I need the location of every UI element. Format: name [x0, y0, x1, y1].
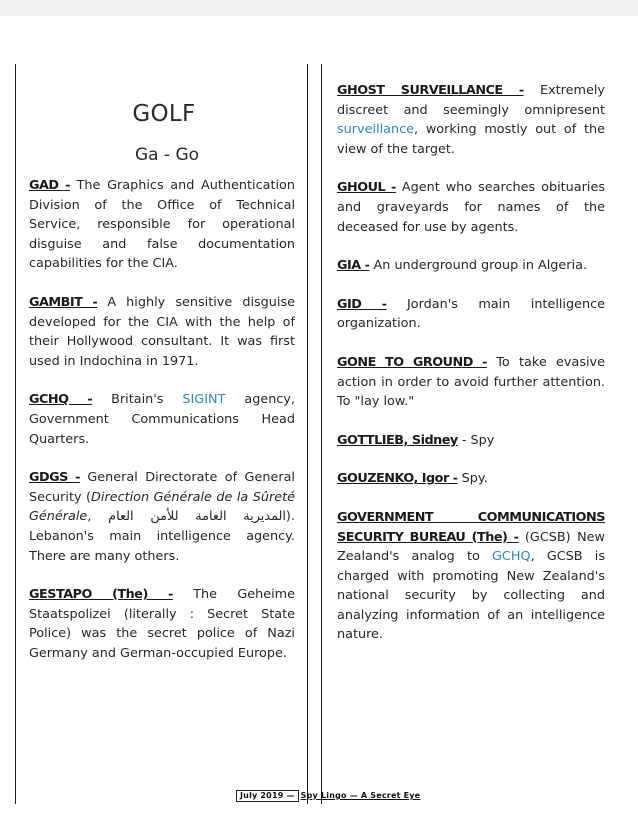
entry-term: GCHQ - — [29, 392, 93, 408]
entry-gchq — [29, 390, 295, 449]
entry-term: GIA - — [337, 258, 370, 274]
entry-term: GESTAPO (The) - — [29, 587, 173, 603]
entry-term: GAMBIT - — [29, 294, 98, 310]
entry-text: Jordan's main intelligence organization. — [337, 296, 605, 332]
section-heading: GOLF — [132, 101, 196, 127]
page-footer — [236, 790, 420, 802]
entry-ghost-surveillance — [337, 81, 605, 159]
gchq-link[interactable]: GCHQ — [492, 549, 531, 565]
left-column — [15, 64, 308, 804]
entry-term: GHOUL - — [337, 180, 396, 196]
entry-gone-to-ground — [337, 353, 605, 412]
entry-text: An underground group in Algeria. — [369, 258, 588, 274]
footer-title: Spy Lingo — A Secret Eye — [300, 791, 421, 800]
entry-gdgs — [29, 468, 295, 566]
page-top-band — [0, 0, 638, 16]
entry-gia — [337, 256, 605, 276]
entry-text: The Graphics and Authentication Division of the Office of Technical Service, responsible for operational disguise and false documentation capabilities for the CIA. — [29, 178, 295, 272]
entry-text: , working mostly out of the view of the target. — [337, 122, 605, 157]
entry-gcsb — [337, 508, 605, 645]
entry-text: The Geheime Staatspolizei (literally : Secret State Police) was the secret police of Nazi Germany and German-occupied Europe. — [29, 587, 295, 661]
entry-gad — [29, 176, 295, 274]
entry-term: GDGS - — [29, 470, 80, 486]
section-subheading: Ga - Go — [134, 145, 200, 165]
entry-text: Extremely discreet and seemingly omnipresent — [337, 83, 605, 118]
entry-text: General Directorate of General Security ( — [29, 470, 295, 505]
entry-text: (GCSB) New Zealand's analog to — [337, 529, 605, 565]
entry-text: Britain's — [92, 392, 183, 408]
entry-term: GOVERNMENT COMMUNICATIONS SECURITY BUREAU (The) - — [337, 509, 605, 545]
entry-text: Spy. — [457, 471, 488, 487]
entry-text: , ‏المديرية العامة للأمن العام‏). Lebanon's main intelligence agency. There are many others. — [29, 509, 295, 564]
entry-text: A highly sensitive disguise developed for the CIA with the help of their Hollywood consultant. It was first used in Indochina in 1971. — [29, 294, 295, 369]
entry-italic-text: Direction Générale de la Sûreté Générale — [29, 489, 295, 525]
entry-text: To take evasive action in order to avoid further attention. To "lay low." — [337, 354, 605, 410]
entry-text: Agent who searches obituaries and graveyards for names of the deceased for use by agents. — [337, 180, 605, 235]
entry-term: GOUZENKO, Igor - — [337, 471, 458, 487]
entry-text: agency, Government Communications Head Quarters. — [29, 392, 295, 447]
entry-ghoul — [337, 178, 605, 237]
entry-text: , GCSB is charged with promoting New Zealand's national security by collecting and analyzing information of an intelligence nature. — [337, 549, 605, 643]
entry-gid — [337, 295, 605, 334]
entry-term: GHOST SURVEILLANCE - — [337, 83, 524, 98]
entry-gouzenko — [337, 469, 605, 489]
footer-date: July 2019 — — [236, 790, 299, 802]
entry-gambit — [29, 293, 295, 371]
right-column — [321, 64, 618, 804]
entry-text: - Spy — [457, 432, 495, 448]
entry-term: GOTTLIEB, Sidney — [337, 432, 458, 448]
entry-gottlieb — [337, 431, 605, 451]
sigint-link[interactable]: SIGINT — [182, 392, 226, 408]
entry-term: GID - — [337, 296, 387, 312]
surveillance-link[interactable]: surveillance — [337, 122, 415, 138]
entry-term: GONE TO GROUND - — [337, 354, 487, 370]
entry-term: GAD - — [29, 178, 70, 193]
entry-gestapo — [29, 585, 295, 663]
